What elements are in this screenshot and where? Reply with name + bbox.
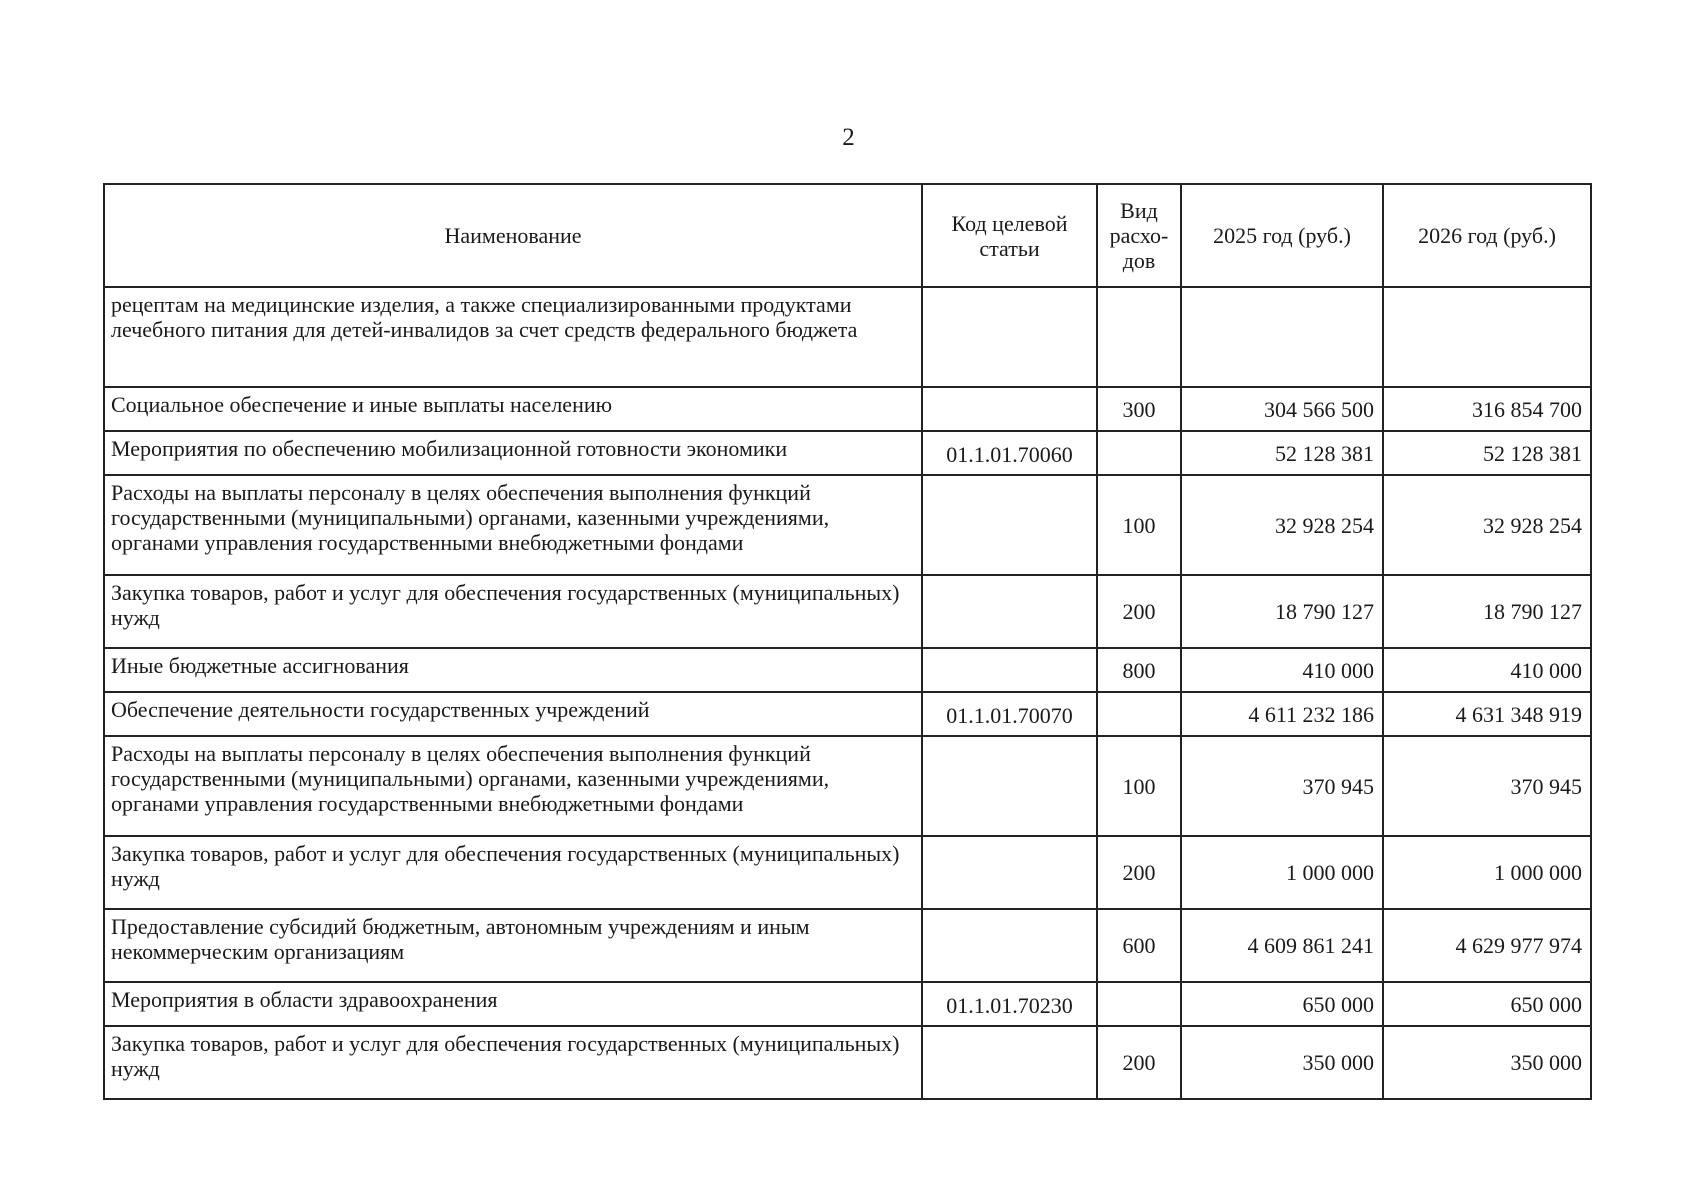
table-row bbox=[104, 287, 1591, 387]
cell-vid: 200 bbox=[1097, 1026, 1181, 1099]
cell-2026 bbox=[1383, 287, 1591, 387]
cell-vid: 200 bbox=[1097, 836, 1181, 909]
cell-2025: 370 945 bbox=[1181, 736, 1383, 836]
header-2025: 2025 год (руб.) bbox=[1181, 184, 1383, 287]
cell-2025: 18 790 127 bbox=[1181, 575, 1383, 648]
cell-code bbox=[922, 1026, 1097, 1099]
cell-code: 01.1.01.70060 bbox=[922, 431, 1097, 475]
cell-2025 bbox=[1181, 287, 1383, 387]
page-number: 2 bbox=[842, 124, 855, 151]
cell-name: рецептам на медицинские изделия, а также специализированными продуктами лечебного питания для детей-инвалидов за счет средств федерального бюджета bbox=[104, 287, 922, 387]
table-row bbox=[104, 475, 1591, 575]
cell-name: Предоставление субсидий бюджетным, автономным учреждениям и иным некоммерческим организациям bbox=[104, 909, 922, 982]
table-row bbox=[104, 575, 1591, 648]
cell-vid: 100 bbox=[1097, 475, 1181, 575]
cell-2026: 52 128 381 bbox=[1383, 431, 1591, 475]
table-row bbox=[104, 982, 1591, 1026]
cell-vid: 200 bbox=[1097, 575, 1181, 648]
header-name: Наименование bbox=[104, 184, 922, 287]
cell-vid bbox=[1097, 982, 1181, 1026]
cell-code bbox=[922, 287, 1097, 387]
cell-code bbox=[922, 575, 1097, 648]
cell-name: Расходы на выплаты персоналу в целях обеспечения выполнения функций государственными (муниципальными) органами, казенными учреждениями, органами управления государственными внебюджетными фондами bbox=[104, 475, 922, 575]
cell-name: Обеспечение деятельности государственных учреждений bbox=[104, 692, 922, 736]
table-row bbox=[104, 909, 1591, 982]
cell-2025: 52 128 381 bbox=[1181, 431, 1383, 475]
header-code: Код целевой статьи bbox=[922, 184, 1097, 287]
table-row bbox=[104, 692, 1591, 736]
cell-code: 01.1.01.70230 bbox=[922, 982, 1097, 1026]
cell-2025: 650 000 bbox=[1181, 982, 1383, 1026]
cell-code bbox=[922, 387, 1097, 431]
cell-2025: 32 928 254 bbox=[1181, 475, 1383, 575]
cell-vid: 600 bbox=[1097, 909, 1181, 982]
cell-name: Закупка товаров, работ и услуг для обеспечения государственных (муниципальных) нужд bbox=[104, 575, 922, 648]
cell-2025: 304 566 500 bbox=[1181, 387, 1383, 431]
cell-2026: 350 000 bbox=[1383, 1026, 1591, 1099]
cell-2026: 410 000 bbox=[1383, 648, 1591, 692]
cell-name: Закупка товаров, работ и услуг для обеспечения государственных (муниципальных) нужд bbox=[104, 836, 922, 909]
table-row bbox=[104, 648, 1591, 692]
cell-2026: 650 000 bbox=[1383, 982, 1591, 1026]
cell-2025: 350 000 bbox=[1181, 1026, 1383, 1099]
table-row bbox=[104, 736, 1591, 836]
cell-2026: 370 945 bbox=[1383, 736, 1591, 836]
cell-code bbox=[922, 475, 1097, 575]
cell-2026: 1 000 000 bbox=[1383, 836, 1591, 909]
cell-vid: 300 bbox=[1097, 387, 1181, 431]
cell-2025: 410 000 bbox=[1181, 648, 1383, 692]
cell-name: Иные бюджетные ассигнования bbox=[104, 648, 922, 692]
cell-2026: 18 790 127 bbox=[1383, 575, 1591, 648]
cell-name: Мероприятия по обеспечению мобилизационной готовности экономики bbox=[104, 431, 922, 475]
header-2026: 2026 год (руб.) bbox=[1383, 184, 1591, 287]
cell-vid: 800 bbox=[1097, 648, 1181, 692]
cell-2025: 4 609 861 241 bbox=[1181, 909, 1383, 982]
cell-code bbox=[922, 909, 1097, 982]
cell-code bbox=[922, 836, 1097, 909]
cell-name: Закупка товаров, работ и услуг для обеспечения государственных (муниципальных) нужд bbox=[104, 1026, 922, 1099]
cell-2026: 4 629 977 974 bbox=[1383, 909, 1591, 982]
table-row bbox=[104, 387, 1591, 431]
cell-2026: 316 854 700 bbox=[1383, 387, 1591, 431]
cell-vid: 100 bbox=[1097, 736, 1181, 836]
cell-vid bbox=[1097, 692, 1181, 736]
table-row bbox=[104, 836, 1591, 909]
header-vid: Вид расхо-дов bbox=[1097, 184, 1181, 287]
cell-name: Мероприятия в области здравоохранения bbox=[104, 982, 922, 1026]
cell-name: Социальное обеспечение и иные выплаты населению bbox=[104, 387, 922, 431]
cell-code bbox=[922, 736, 1097, 836]
budget-table bbox=[103, 183, 1592, 1100]
cell-vid bbox=[1097, 287, 1181, 387]
table-row bbox=[104, 431, 1591, 475]
cell-code bbox=[922, 648, 1097, 692]
cell-2025: 4 611 232 186 bbox=[1181, 692, 1383, 736]
cell-code: 01.1.01.70070 bbox=[922, 692, 1097, 736]
cell-name: Расходы на выплаты персоналу в целях обеспечения выполнения функций государственными (муниципальными) органами, казенными учреждениями, органами управления государственными внебюджетными фондами bbox=[104, 736, 922, 836]
cell-vid bbox=[1097, 431, 1181, 475]
cell-2026: 4 631 348 919 bbox=[1383, 692, 1591, 736]
table-header-row bbox=[104, 184, 1591, 287]
cell-2026: 32 928 254 bbox=[1383, 475, 1591, 575]
cell-2025: 1 000 000 bbox=[1181, 836, 1383, 909]
table-row bbox=[104, 1026, 1591, 1099]
table-body bbox=[104, 287, 1591, 1099]
